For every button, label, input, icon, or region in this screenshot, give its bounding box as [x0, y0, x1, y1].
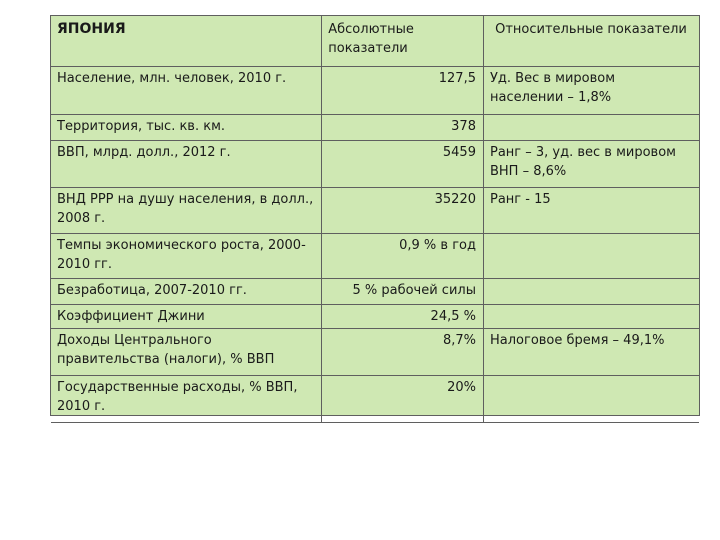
country-title-cell — [51, 16, 322, 66]
absolute-cell: 5459 — [322, 140, 484, 187]
indicator-cell: Темпы экономического роста, 2000-2010 гг. — [51, 233, 322, 278]
relative-cell — [483, 375, 699, 422]
absolute-cell: 0,9 % в год — [322, 233, 484, 278]
indicator-cell: Государственные расходы, % ВВП, 2010 г. — [51, 375, 322, 422]
relative-cell — [483, 233, 699, 278]
table-row — [51, 114, 699, 140]
table-row — [51, 66, 699, 114]
absolute-cell: 378 — [322, 114, 484, 140]
table-row — [51, 187, 699, 233]
absolute-cell: 127,5 — [322, 66, 484, 114]
indicators-grid — [51, 16, 699, 423]
relative-cell — [483, 114, 699, 140]
table-row — [51, 278, 699, 304]
absolute-cell: 24,5 % — [322, 304, 484, 328]
table-row — [51, 375, 699, 422]
relative-cell: Ранг - 15 — [483, 187, 699, 233]
indicator-cell: Население, млн. человек, 2010 г. — [51, 66, 322, 114]
table-row — [51, 233, 699, 278]
indicator-cell: Доходы Центрального правительства (налоги), % ВВП — [51, 328, 322, 375]
indicator-cell: ВНД PPP на душу населения, в долл., 2008 г. — [51, 187, 322, 233]
table-row — [51, 328, 699, 375]
absolute-cell: 5 % рабочей силы — [322, 278, 484, 304]
relative-cell — [483, 278, 699, 304]
absolute-cell: 20% — [322, 375, 484, 422]
indicator-cell: Территория, тыс. кв. км. — [51, 114, 322, 140]
absolute-header: Абсолютные показатели — [322, 16, 484, 66]
table-row — [51, 304, 699, 328]
country-title: ЯПОНИЯ — [57, 21, 126, 37]
table-row — [51, 140, 699, 187]
relative-cell: Ранг – 3, уд. вес в мировом ВНП – 8,6% — [483, 140, 699, 187]
indicator-cell: ВВП, млрд. долл., 2012 г. — [51, 140, 322, 187]
relative-cell: Налоговое бремя – 49,1% — [483, 328, 699, 375]
relative-cell — [483, 304, 699, 328]
absolute-cell: 35220 — [322, 187, 484, 233]
absolute-cell: 8,7% — [322, 328, 484, 375]
header-row — [51, 16, 699, 66]
japan-indicators-table — [50, 15, 700, 416]
indicator-cell: Коэффициент Джини — [51, 304, 322, 328]
relative-header: Относительные показатели — [483, 16, 699, 66]
indicator-cell: Безработица, 2007-2010 гг. — [51, 278, 322, 304]
relative-cell: Уд. Вес в мировом населении – 1,8% — [483, 66, 699, 114]
